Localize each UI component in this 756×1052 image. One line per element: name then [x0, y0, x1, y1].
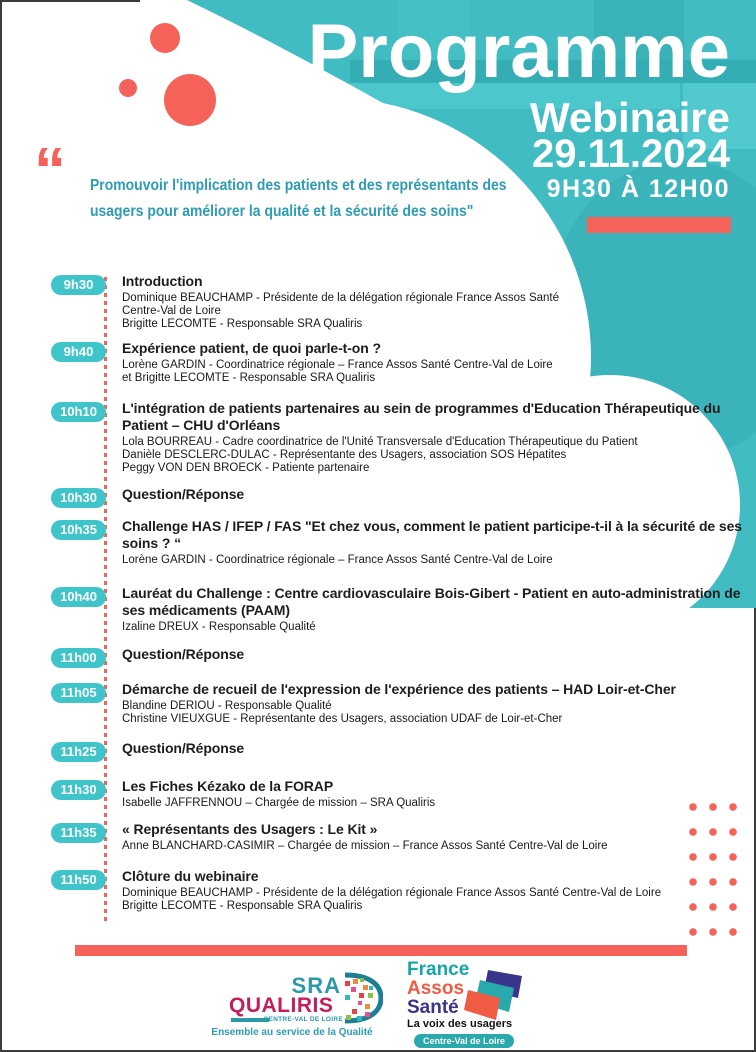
session-text: [122, 868, 742, 913]
fas-logo-bubbles-icon: [462, 970, 524, 1020]
speaker-line: Dominique BEAUCHAMP - Présidente de la délégation régionale France Assos Santé: [122, 292, 560, 304]
session-speakers: [122, 554, 742, 567]
session-title: Clôture du webinaire: [122, 868, 259, 884]
speaker-line: Danièle DESCLERC-DULAC - Représentante des Usagers, association SOS Hépatites: [122, 449, 567, 462]
quote-line: usagers pour améliorer la qualité et la sécurité des soins": [90, 203, 474, 220]
time-pill: 10h40: [51, 587, 106, 607]
session-speakers: [122, 436, 742, 476]
speaker-line: Brigitte LECOMTE - Responsable SRA Qualiris: [122, 318, 363, 331]
time-pill: 10h35: [51, 520, 106, 540]
speaker-line: et Brigitte LECOMTE - Responsable SRA Qualiris: [122, 372, 376, 385]
session-title: « Représentants des Usagers : Le Kit »: [122, 821, 378, 837]
event-date: 29.11.2024: [532, 132, 730, 176]
sra-logo-name: QUALIRIS: [229, 994, 334, 1017]
session-speakers: [122, 840, 742, 853]
event-time-range: 9H30 À 12H00: [546, 175, 730, 203]
sra-mosaic-d-icon: [343, 971, 383, 1025]
session-speakers: [122, 292, 742, 332]
session-speakers: [122, 621, 742, 634]
session-speakers: [122, 887, 742, 913]
session-text: [122, 740, 742, 759]
time-pill: 9h40: [51, 342, 106, 362]
speaker-line: Brigitte LECOMTE - Responsable SRA Qualiris: [122, 900, 363, 913]
quote-mark-icon: “: [34, 134, 66, 206]
footer-red-bar: [75, 945, 687, 956]
session-title: Question/Réponse: [122, 740, 245, 756]
speaker-line: Lola BOURREAU - Cadre coordinatrice de l'Unité Transversale d'Education Thérapeutique du Patient: [122, 436, 638, 448]
speaker-line: Isabelle JAFFRENNOU – Chargée de mission – SRA Qualiris: [122, 797, 436, 809]
session-title: Les Fiches Kézako de la FORAP: [122, 778, 334, 794]
fas-logo-line2: Assos: [407, 978, 465, 999]
fas-logo-line1: France: [407, 959, 470, 980]
session-text: [122, 778, 742, 810]
session-title: Introduction: [122, 273, 203, 289]
session-title: Lauréat du Challenge : Centre cardiovasculaire Bois-Gibert - Patient en auto-administration de ses médicaments (PAAM): [122, 585, 741, 618]
speaker-line: Centre-Val de Loire: [122, 305, 221, 318]
fas-region-badge: Centre-Val de Loire: [414, 1034, 514, 1048]
time-pill: 11h35: [51, 823, 106, 843]
time-pill: 11h00: [51, 648, 106, 668]
speaker-line: Dominique BEAUCHAMP - Présidente de la délégation régionale France Assos Santé Centre-Val de Loire: [122, 887, 662, 899]
time-pill: 11h05: [51, 683, 106, 703]
time-pill: 11h25: [51, 742, 106, 762]
session-text: [122, 585, 742, 634]
time-pill: 10h30: [51, 488, 106, 508]
session-title: Challenge HAS / IFEP / FAS "Et chez vous, comment le patient participe-t-il à la sécurité de ses soins ? “: [122, 518, 742, 551]
speaker-line: Izaline DREUX - Responsable Qualité: [122, 621, 316, 633]
session-text: [122, 340, 742, 385]
fas-logo-line3: Santé: [407, 997, 459, 1018]
speaker-line: Christine VIEUXGUE - Représentante des Usagers, association UDAF de Loir-et-Cher: [122, 713, 563, 726]
session-text: [122, 518, 742, 567]
session-speakers: [122, 359, 742, 385]
session-text: [122, 400, 742, 476]
speaker-line: Lorène GARDIN - Coordinatrice régionale – France Assos Santé Centre-Val de Loire: [122, 359, 553, 371]
speaker-line: Anne BLANCHARD-CASIMIR – Chargée de mission – France Assos Santé Centre-Val de Loire: [122, 840, 608, 852]
session-text: [122, 821, 742, 853]
sra-logo-top-text: SRA: [291, 973, 341, 998]
session-title: Question/Réponse: [122, 646, 245, 662]
fas-tagline: La voix des usagers: [407, 1018, 513, 1030]
session-text: [122, 681, 742, 726]
session-speakers: [122, 797, 742, 810]
session-text: [122, 646, 742, 665]
sra-region-label: CENTRE-VAL DE LOIRE: [263, 1016, 343, 1023]
session-text: [122, 273, 742, 332]
session-text: [122, 486, 742, 505]
page-subtitle: Webinaire: [530, 94, 730, 141]
session-speakers: [122, 700, 742, 726]
sra-tagline: Ensemble au service de la Qualité: [211, 1027, 373, 1038]
page-title: Programme: [307, 9, 730, 94]
quote-line: Promouvoir l'implication des patients et des représentants des: [90, 177, 507, 194]
session-title: Question/Réponse: [122, 486, 245, 502]
time-pill: 11h50: [51, 870, 106, 890]
session-title: Expérience patient, de quoi parle-t-on ?: [122, 340, 381, 356]
speaker-line: Blandine DERIOU - Responsable Qualité: [122, 700, 332, 712]
time-pill: 10h10: [51, 402, 106, 422]
sra-logo-region-line: [231, 1016, 343, 1023]
time-pill: 11h30: [51, 780, 106, 800]
speaker-line: Lorène GARDIN - Coordinatrice régionale – France Assos Santé Centre-Val de Loire: [122, 554, 553, 566]
speaker-line: Peggy VON DEN BROECK - Patiente partenaire: [122, 462, 370, 475]
session-title: L'intégration de patients partenaires au sein de programmes d'Education Thérapeutique du Patient – CHU d'Orléans: [122, 400, 721, 433]
time-pill: 9h30: [51, 275, 106, 295]
session-title: Démarche de recueil de l'expression de l'expérience des patients – HAD Loir-et-Cher: [122, 681, 676, 697]
